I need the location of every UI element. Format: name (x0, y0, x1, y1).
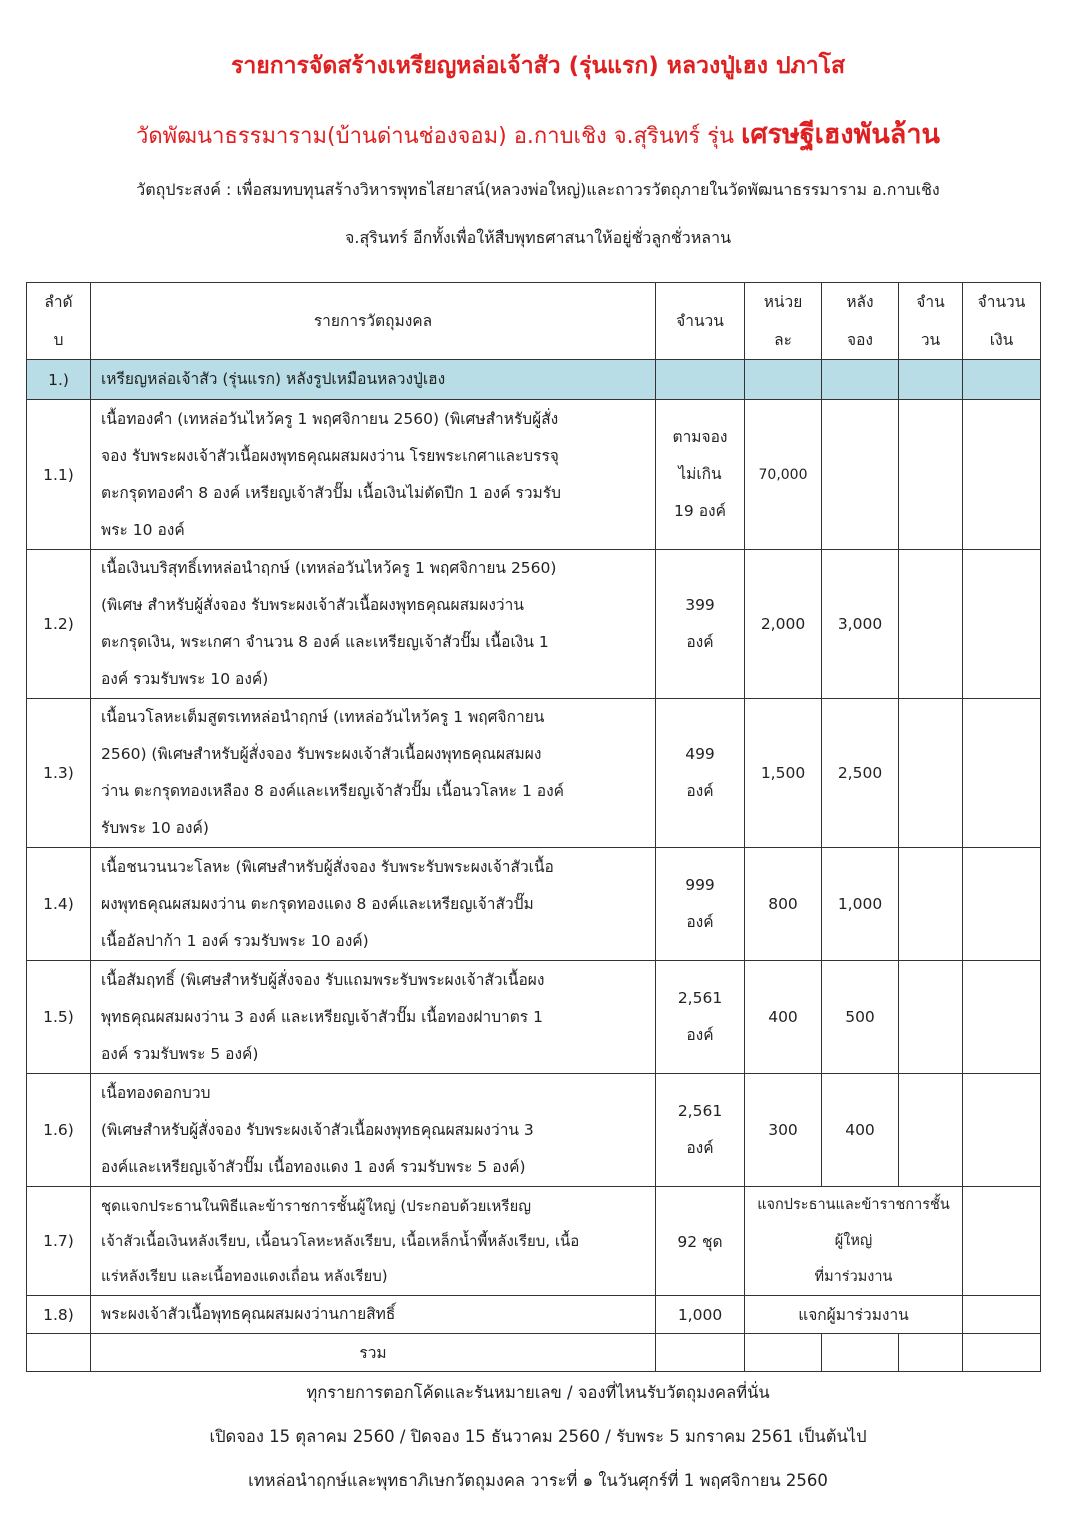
row-count (899, 848, 963, 961)
row-unit-price: 1,500 (745, 699, 822, 848)
header-qty: จำนวน (656, 283, 745, 360)
row-unit-price: 300 (745, 1074, 822, 1187)
row-money (963, 1187, 1041, 1296)
row-after-booking (822, 400, 899, 550)
row-money (963, 550, 1041, 699)
table-row (27, 848, 1041, 961)
row-description: เนื้อนวโลหะเต็มสูตรเทหล่อนำฤกษ์ (เทหล่อวันไหว้ครู 1 พฤศจิกายน 2560) (พิเศษสำหรับผู้สั่งจอง รับพระผงเจ้าสัวเนื้อผงพุทธคุณผสมผง ว่าน ตะกรุดทองเหลือง 8 องค์และเหรียญเจ้าสัวปั๊ม เนื้อนวโลหะ 1 องค์ รับพระ 10 องค์) (91, 699, 656, 848)
row-qty: 2,561 องค์ (656, 1074, 745, 1187)
footer-line-3: เทหล่อนำฤกษ์และพุทธาภิเษกวัตถุมงคล วาระที่ ๑ ในวันศุกร์ที่ 1 พฤศจิกายน 2560 (248, 1471, 828, 1490)
row-count (899, 699, 963, 848)
row-qty: 92 ชุด (656, 1187, 745, 1296)
row-money (963, 699, 1041, 848)
row-no: 1.6) (27, 1074, 91, 1187)
header-money: จำนวน เงิน (963, 283, 1041, 360)
row-no: 1.2) (27, 550, 91, 699)
header-unit-price: หน่วย ละ (745, 283, 822, 360)
row-qty: 2,561 องค์ (656, 961, 745, 1074)
total-cell (745, 1334, 822, 1372)
total-no (27, 1334, 91, 1372)
subtitle-prefix: วัดพัฒนาธรรมาราม(บ้านด่านช่องจอม) อ.กาบเชิง จ.สุรินทร์ รุ่น (136, 124, 735, 149)
row-money (963, 1074, 1041, 1187)
table-row (27, 961, 1041, 1074)
row-unit-price: 400 (745, 961, 822, 1074)
row-qty: 399 องค์ (656, 550, 745, 699)
row-no: 1.3) (27, 699, 91, 848)
total-row (27, 1334, 1041, 1372)
row-no: 1.7) (27, 1187, 91, 1296)
total-cell (656, 1334, 745, 1372)
row-description: เนื้อเงินบริสุทธิ์เทหล่อนำฤกษ์ (เทหล่อวันไหว้ครู 1 พฤศจิกายน 2560) (พิเศษ สำหรับผู้สั่งจอง รับพระผงเจ้าสัวเนื้อผงพุทธคุณผสมผงว่าน ตะกรุดเงิน, พระเกศา จำนวน 8 องค์ และเหรียญเจ้าสัวปั๊ม เนื้อเงิน 1 องค์ รวมรับพระ 10 องค์) (91, 550, 656, 699)
row-money (963, 1296, 1041, 1334)
header-count: จำน วน (899, 283, 963, 360)
row-no: 1.8) (27, 1296, 91, 1334)
page-subtitle (0, 112, 1076, 155)
row-description: ชุดแจกประธานในพิธีและข้าราชการชั้นผู้ใหญ่ (ประกอบด้วยเหรียญ เจ้าสัวเนื้อเงินหลังเรียบ, เนื้อนวโลหะหลังเรียบ, เนื้อเหล็กน้ำพี้หลังเรียบ, เนื้อ แร่หลังเรียบ และเนื้อทองแดงเถื่อน หลังเรียบ) (91, 1187, 656, 1296)
row-description: เนื้อชนวนนวะโลหะ (พิเศษสำหรับผู้สั่งจอง รับพระรับพระผงเจ้าสัวเนื้อ ผงพุทธคุณผสมผงว่าน ตะกรุดทองแดง 8 องค์และเหรียญเจ้าสัวปั๊ม เนื้ออัลปาก้า 1 องค์ รวมรับพระ 10 องค์) (91, 848, 656, 961)
amulet-list-table (26, 282, 1041, 1372)
section-row (27, 360, 1041, 400)
row-count (899, 961, 963, 1074)
row-note: แจกผู้มาร่วมงาน (745, 1296, 963, 1334)
page-title: รายการจัดสร้างเหรียญหล่อเจ้าสัว (รุ่นแรก) หลวงปู่เฮง ปภาโส (230, 53, 846, 79)
row-no: 1.4) (27, 848, 91, 961)
table-row (27, 1074, 1041, 1187)
row-after-booking: 400 (822, 1074, 899, 1187)
row-qty: 1,000 (656, 1296, 745, 1334)
row-after-booking: 500 (822, 961, 899, 1074)
table-row (27, 550, 1041, 699)
table-row (27, 400, 1041, 550)
table-row (27, 1296, 1041, 1334)
row-money (963, 400, 1041, 550)
row-after-booking: 1,000 (822, 848, 899, 961)
row-money (963, 961, 1041, 1074)
row-description: เนื้อทองคำ (เทหล่อวันไหว้ครู 1 พฤศจิกายน 2560) (พิเศษสำหรับผู้สั่ง จอง รับพระผงเจ้าสัวเนื้อผงพุทธคุณผสมผงว่าน โรยพระเกศาและบรรจุ ตะกรุดทองคำ 8 องค์ เหรียญเจ้าสัวปั๊ม เนื้อเงินไม่ตัดปีก 1 องค์ รวมรับ พระ 10 องค์ (91, 400, 656, 550)
row-unit-price: 2,000 (745, 550, 822, 699)
row-count (899, 550, 963, 699)
row-unit-price: 800 (745, 848, 822, 961)
total-cell (822, 1334, 899, 1372)
row-qty: ตามจอง ไม่เกิน 19 องค์ (656, 400, 745, 550)
section-name: เหรียญหล่อเจ้าสัว (รุ่นแรก) หลังรูปเหมือนหลวงปู่เฮง (91, 360, 656, 400)
row-description: เนื้อทองดอกบวบ (พิเศษสำหรับผู้สั่งจอง รับพระผงเจ้าสัวเนื้อผงพุทธคุณผสมผงว่าน 3 องค์และเหรียญเจ้าสัวปั๊ม เนื้อทองแดง 1 องค์ รวมรับพระ 5 องค์) (91, 1074, 656, 1187)
row-count (899, 400, 963, 550)
header-no: ลำดั บ (27, 283, 91, 360)
subtitle-highlight: เศรษฐีเฮงพันล้าน (741, 119, 940, 150)
purpose-line-1: วัตถุประสงค์ : เพื่อสมทบทุนสร้างวิหารพุทธไสยาสน์(หลวงพ่อใหญ่)และถาวรวัตถุภายในวัดพัฒนาธรรมาราม อ.กาบเชิง (136, 180, 940, 199)
row-note: แจกประธานและข้าราชการชั้นผู้ใหญ่ ที่มาร่วมงาน (745, 1187, 963, 1296)
row-after-booking: 2,500 (822, 699, 899, 848)
row-description: พระผงเจ้าสัวเนื้อพุทธคุณผสมผงว่านกายสิทธิ์ (91, 1296, 656, 1334)
header-after-booking: หลัง จอง (822, 283, 899, 360)
purpose-line-2: จ.สุรินทร์ อีกทั้งเพื่อให้สืบพุทธศาสนาให้อยู่ชั่วลูกชั่วหลาน (344, 228, 732, 247)
footer-line-2: เปิดจอง 15 ตุลาคม 2560 / ปิดจอง 15 ธันวาคม 2560 / รับพระ 5 มกราคม 2561 เป็นต้นไป (209, 1427, 867, 1446)
table-row (27, 699, 1041, 848)
row-description: เนื้อสัมฤทธิ์ (พิเศษสำหรับผู้สั่งจอง รับแถมพระรับพระผงเจ้าสัวเนื้อผง พุทธคุณผสมผงว่าน 3 องค์ และเหรียญเจ้าสัวปั๊ม เนื้อทองฝาบาตร 1 องค์ รวมรับพระ 5 องค์) (91, 961, 656, 1074)
header-item: รายการวัตถุมงคล (91, 283, 656, 360)
table-row (27, 1187, 1041, 1296)
total-label: รวม (91, 1334, 656, 1372)
row-after-booking: 3,000 (822, 550, 899, 699)
table-header-row (27, 283, 1041, 360)
row-unit-price: 70,000 (745, 400, 822, 550)
row-qty: 999 องค์ (656, 848, 745, 961)
row-money (963, 848, 1041, 961)
section-no: 1.) (27, 360, 91, 400)
row-no: 1.5) (27, 961, 91, 1074)
total-cell (899, 1334, 963, 1372)
total-cell (963, 1334, 1041, 1372)
footer-line-1: ทุกรายการตอกโค้ดและรันหมายเลข / จองที่ไหนรับวัตถุมงคลที่นั่น (306, 1383, 770, 1402)
row-qty: 499 องค์ (656, 699, 745, 848)
row-count (899, 1074, 963, 1187)
row-no: 1.1) (27, 400, 91, 550)
